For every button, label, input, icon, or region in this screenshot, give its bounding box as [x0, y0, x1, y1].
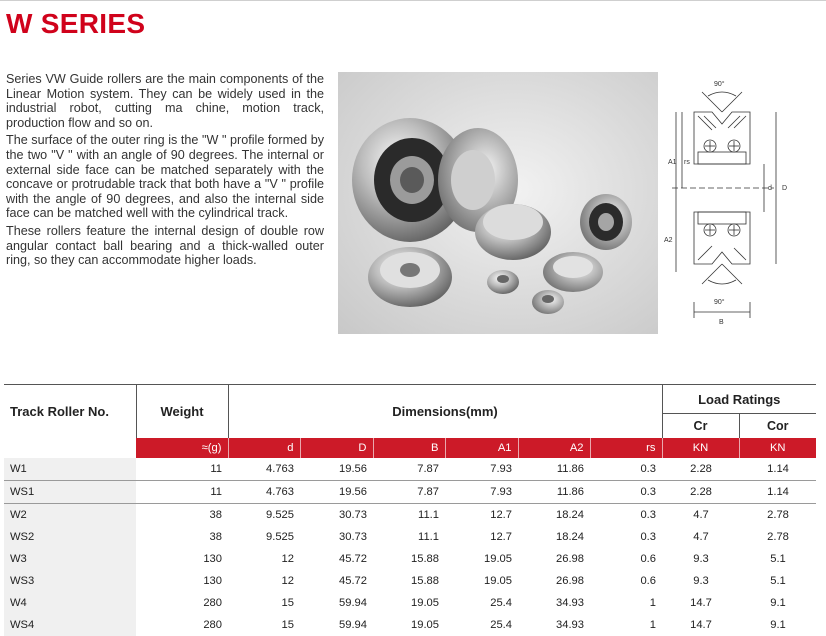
- cell-B: 11.1: [418, 509, 439, 521]
- cell-A2: 11.86: [518, 458, 590, 481]
- roller-small-dark: [580, 194, 632, 250]
- cell-weight: 280: [203, 619, 222, 631]
- cell-A1: 7.93: [445, 481, 518, 504]
- units-row: [4, 438, 816, 458]
- cell-A1: 25.4: [490, 619, 512, 631]
- cell-cor: 2.78: [767, 531, 789, 543]
- table-row: [4, 481, 816, 504]
- cell-A1: 12.7: [490, 509, 512, 521]
- unit-D: D: [300, 438, 373, 458]
- cell-roller-no: W3: [4, 548, 136, 570]
- cell-A2: 18.24: [556, 531, 584, 543]
- unit-rs: rs: [590, 438, 662, 458]
- cell-D: 30.73: [339, 531, 367, 543]
- cell-d: 9.525: [266, 531, 294, 543]
- cell-cr: 2.28: [662, 481, 739, 504]
- cell-A2: 26.98: [556, 553, 584, 565]
- diagram-label-b: B: [719, 319, 724, 326]
- roller-center: [475, 204, 551, 260]
- unit-B: B: [373, 438, 445, 458]
- roller-photo-illustration: [338, 72, 658, 334]
- cell-D: 30.73: [339, 509, 367, 521]
- table-row: [4, 526, 816, 548]
- cell-roller-no: WS4: [4, 614, 136, 636]
- table-row: [4, 570, 816, 592]
- cell-roller-no: WS3: [4, 570, 136, 592]
- cell-cor: 1.14: [739, 458, 816, 481]
- cell-rs: 1: [649, 619, 656, 631]
- cell-A1: 7.93: [445, 458, 518, 481]
- cell-A2: 34.93: [556, 597, 584, 609]
- cell-B: 19.05: [411, 619, 439, 631]
- unit-cr: KN: [662, 438, 739, 458]
- unit-A2: A2: [518, 438, 590, 458]
- cell-roller-no: W1: [4, 458, 136, 481]
- diagram-label-d: d: [768, 185, 772, 192]
- cell-rs: 0.6: [640, 553, 656, 565]
- cell-roller-no: W2: [4, 504, 136, 527]
- cell-weight: 11: [136, 481, 228, 504]
- cell-B: 15.88: [411, 553, 439, 565]
- cell-cr: 9.3: [693, 553, 709, 565]
- cell-D: 45.72: [339, 575, 367, 587]
- cell-D: 59.94: [339, 597, 367, 609]
- top-rule: [0, 0, 826, 1]
- cell-cor: 5.1: [770, 575, 786, 587]
- header-dimensions: Dimensions(mm): [228, 385, 662, 439]
- diagram-label-D: D: [782, 185, 788, 192]
- unit-cor: KN: [739, 438, 816, 458]
- cell-A2: 11.86: [518, 481, 590, 504]
- cell-cr: 14.7: [690, 619, 712, 631]
- cell-B: 7.87: [373, 458, 445, 481]
- table-row: [4, 458, 816, 481]
- cell-rs: 0.3: [640, 509, 656, 521]
- diagram-label-a2: A2: [664, 237, 673, 244]
- cell-weight: 11: [136, 458, 228, 481]
- unit-A1: A1: [445, 438, 518, 458]
- header-cor: Cor: [739, 414, 816, 439]
- unit-weight: ≈(g): [136, 438, 228, 458]
- cell-cor: 9.1: [770, 619, 786, 631]
- cell-cor: 1.14: [739, 481, 816, 504]
- cell-roller-no: WS1: [4, 481, 136, 504]
- cell-cr: 4.7: [693, 531, 709, 543]
- cell-cr: 2.28: [662, 458, 739, 481]
- roller-tiny-2: [532, 290, 564, 314]
- roller-bottom-right: [543, 252, 603, 292]
- cell-B: 15.88: [411, 575, 439, 587]
- diagram-angle-bottom: 90°: [714, 299, 725, 306]
- cell-A2: 26.98: [556, 575, 584, 587]
- table-row: [4, 614, 816, 636]
- cell-B: 19.05: [411, 597, 439, 609]
- cell-d: 12: [281, 575, 294, 587]
- cell-roller-no: WS2: [4, 526, 136, 548]
- cell-weight: 280: [203, 597, 222, 609]
- cell-A1: 12.7: [490, 531, 512, 543]
- intro-text: [6, 72, 324, 271]
- diagram-drawing: [664, 72, 814, 334]
- cell-D: 19.56: [300, 481, 373, 504]
- table-row: [4, 548, 816, 570]
- header-cr: Cr: [662, 414, 739, 439]
- table-row: [4, 504, 816, 527]
- cell-A1: 19.05: [484, 553, 512, 565]
- diagram-label-rs: rs: [684, 159, 690, 166]
- diagram-angle-top: 90°: [714, 81, 725, 88]
- cell-rs: 0.3: [590, 481, 662, 504]
- cell-weight: 38: [209, 531, 222, 543]
- cell-cor: 2.78: [767, 509, 789, 521]
- cell-d: 9.525: [266, 509, 294, 521]
- cell-d: 12: [281, 553, 294, 565]
- cell-B: 11.1: [418, 531, 439, 543]
- cell-rs: 0.3: [640, 531, 656, 543]
- cell-D: 59.94: [339, 619, 367, 631]
- intro-paragraph: The surface of the outer ring is the "W " profile formed by the two "V " with an angle of 90 degrees. The internal or external side face can be matched separately with the concave or protrudable track that both have a "V " profile with the angle of 90 degrees, and also the internal side face can be matched well with the cylindrical track.: [6, 133, 324, 221]
- diagram-label-a1: A1: [668, 159, 677, 166]
- table-row: [4, 592, 816, 614]
- cell-weight: 38: [209, 509, 222, 521]
- roller-bottom-left: [368, 247, 452, 307]
- cell-d: 15: [281, 619, 294, 631]
- header-weight: Weight: [136, 385, 228, 439]
- unit-d: d: [228, 438, 300, 458]
- cell-rs: 0.6: [640, 575, 656, 587]
- cell-A2: 34.93: [556, 619, 584, 631]
- cell-B: 7.87: [373, 481, 445, 504]
- cell-weight: 130: [203, 553, 222, 565]
- cell-cor: 9.1: [770, 597, 786, 609]
- cell-cr: 4.7: [693, 509, 709, 521]
- cell-cor: 5.1: [770, 553, 786, 565]
- cell-cr: 14.7: [690, 597, 712, 609]
- cell-weight: 130: [203, 575, 222, 587]
- cell-roller-no: W4: [4, 592, 136, 614]
- cell-D: 19.56: [300, 458, 373, 481]
- cell-A1: 25.4: [490, 597, 512, 609]
- cell-d: 15: [281, 597, 294, 609]
- cell-D: 45.72: [339, 553, 367, 565]
- product-photo: [338, 72, 658, 334]
- cell-d: 4.763: [228, 458, 300, 481]
- header-track-roller: Track Roller No.: [4, 385, 136, 439]
- cell-cr: 9.3: [693, 575, 709, 587]
- header-load-ratings: Load Ratings: [662, 385, 816, 414]
- cell-rs: 0.3: [590, 458, 662, 481]
- cell-A2: 18.24: [556, 509, 584, 521]
- roller-tiny-1: [487, 270, 519, 294]
- page-title: W SERIES: [6, 8, 146, 39]
- cell-d: 4.763: [228, 481, 300, 504]
- cell-rs: 1: [649, 597, 656, 609]
- cross-section-diagram: [664, 72, 814, 334]
- spec-table: [4, 384, 816, 636]
- units-blank: [4, 438, 136, 458]
- intro-paragraph: These rollers feature the internal design of double row angular contact ball bearing and a thick-walled outer ring, so they can accommodate higher loads.: [6, 223, 324, 268]
- cell-A1: 19.05: [484, 575, 512, 587]
- spec-table-wrapper: [4, 384, 812, 636]
- intro-paragraph: Series VW Guide rollers are the main components of the Linear Motion system. They can be widely used in the industrial robot, cutting ma chine, motion track, production flow and so on.: [6, 72, 324, 130]
